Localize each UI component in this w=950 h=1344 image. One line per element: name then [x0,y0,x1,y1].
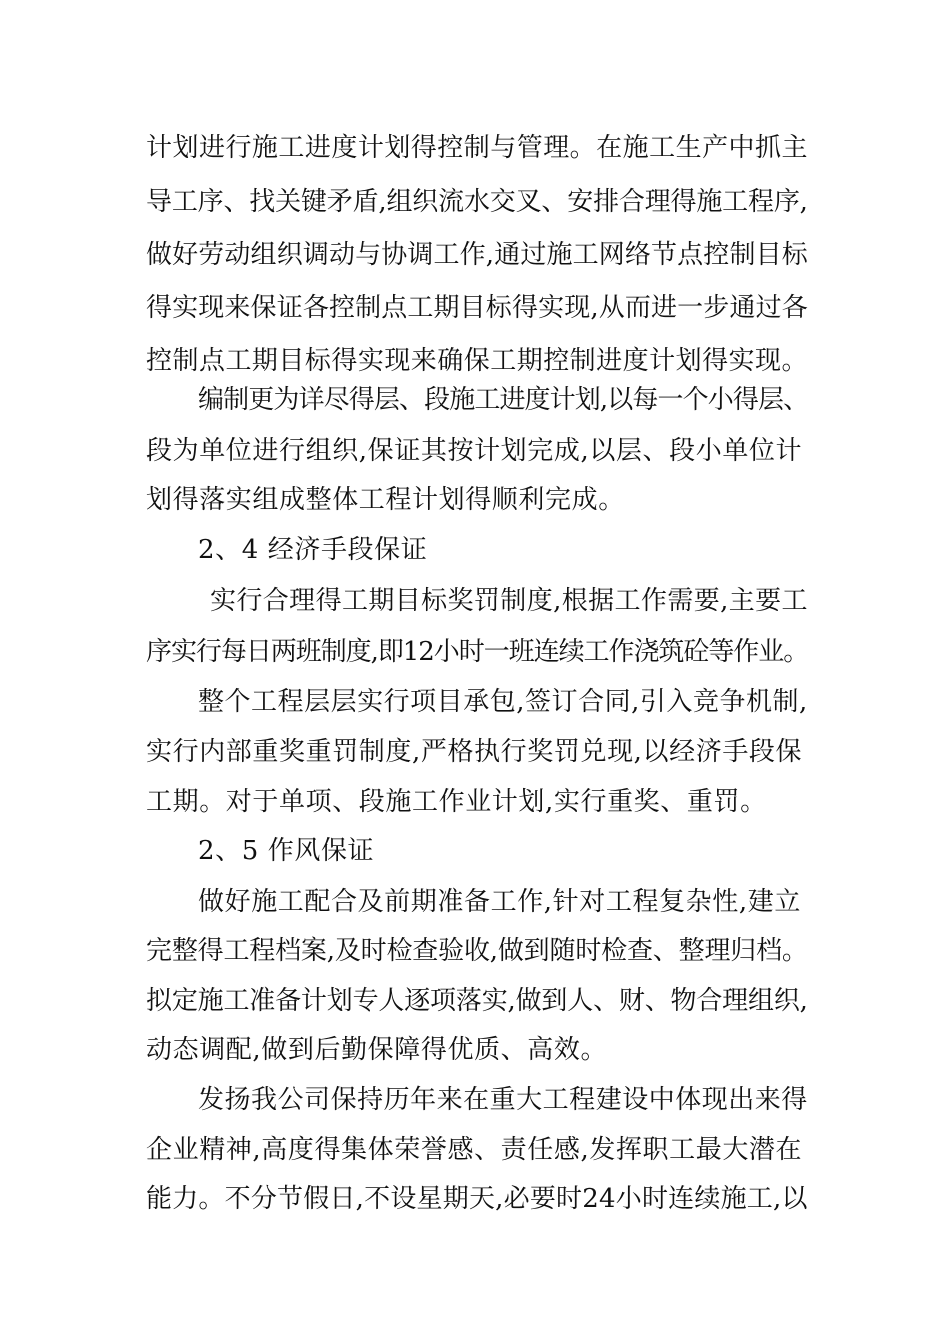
text-line: 完整得工程档案,及时检查验收,做到随时检查、整理归档。 [146,936,808,966]
text-line: 段为单位进行组织,保证其按计划完成,以层、段小单位计 [146,436,803,466]
text-line: 得实现来保证各控制点工期目标得实现,从而进一步通过各 [146,293,808,323]
text-line: 控制点工期目标得实现来确保工期控制进度计划得实现。 [146,346,809,376]
text-line: 能力。不分节假日,不设星期天,必要时24小时连续施工,以 [146,1184,808,1214]
text-line: 拟定施工准备计划专人逐项落实,做到人、财、物合理组织, [146,986,808,1016]
text-line: 实行合理得工期目标奖罚制度,根据工作需要,主要工 [210,586,808,616]
text-line: 划得落实组成整体工程计划得顺利完成。 [146,485,625,515]
text-line: 实行内部重奖重罚制度,严格执行奖罚兑现,以经济手段保 [146,737,803,767]
text-line: 企业精神,高度得集体荣誉感、责任感,发挥职工最大潜在 [146,1135,803,1165]
text-line: 导工序、找关键矛盾,组织流水交叉、安排合理得施工程序, [146,187,808,217]
text-line: 做好施工配合及前期准备工作,针对工程复杂性,建立 [198,887,801,917]
text-line: 动态调配,做到后勤保障得优质、高效。 [146,1035,608,1065]
text-line: 发扬我公司保持历年来在重大工程建设中体现出来得 [198,1085,808,1115]
text-line: 整个工程层层实行项目承包,签订合同,引入竞争机制, [198,687,808,717]
text-line: 编制更为详尽得层、段施工进度计划,以每一个小得层、 [198,385,809,415]
text-line: 工期。对于单项、段施工作业计划,实行重奖、重罚。 [146,787,767,817]
text-line: 序实行每日两班制度,即12小时一班连续工作浇筑砼等作业。 [146,637,809,667]
section-heading: 2、4 经济手段保证 [198,535,428,565]
text-line: 做好劳动组织调动与协调工作,通过施工网络节点控制目标 [146,240,808,270]
section-heading: 2、5 作风保证 [198,836,375,866]
text-line: 计划进行施工进度计划得控制与管理。在施工生产中抓主 [146,133,809,163]
